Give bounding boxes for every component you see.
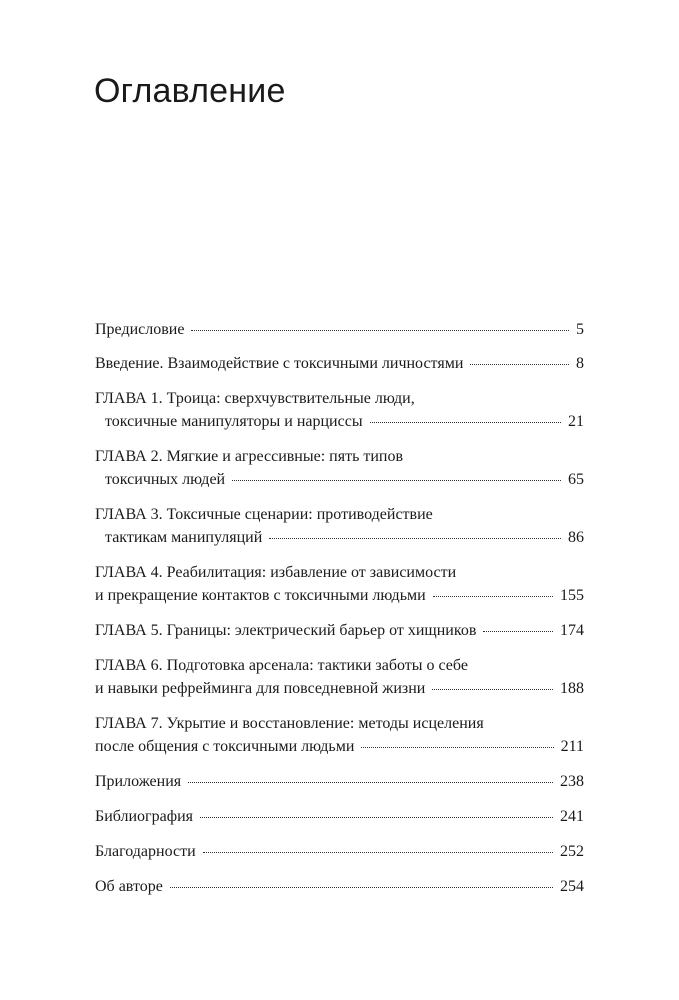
dot-leader — [433, 596, 553, 597]
dot-leader — [361, 747, 553, 748]
dot-leader — [191, 330, 569, 331]
dot-leader — [470, 364, 569, 365]
dot-leader — [432, 689, 553, 690]
page-title: Оглавление — [94, 72, 286, 110]
toc-entry-title: Об авторе — [95, 878, 163, 895]
toc-entry-chapter-1[interactable] — [95, 387, 584, 433]
toc-entry-acknowledgements[interactable] — [95, 840, 584, 863]
toc-page-number: 254 — [560, 878, 584, 895]
toc-entry-chapter-3[interactable] — [95, 503, 584, 549]
toc-entry-title: ГЛАВА 2. Мягкие и агрессивные: пять типов — [95, 448, 404, 465]
dot-leader — [483, 631, 553, 632]
toc-entry-introduction[interactable] — [95, 352, 584, 375]
toc-entry-title: Приложения — [95, 773, 182, 790]
dot-leader — [370, 422, 561, 423]
toc-entry-chapter-7[interactable] — [95, 712, 584, 758]
toc-entry-title-continued: токсичных людей — [105, 471, 226, 488]
toc-page-number: 5 — [576, 321, 584, 338]
toc-entry-chapter-2[interactable] — [95, 445, 584, 491]
table-of-contents — [95, 318, 584, 898]
toc-entry-bibliography[interactable] — [95, 805, 584, 828]
toc-entry-title: Предисловие — [95, 321, 185, 338]
toc-entry-title-continued: и навыки рефрейминга для повседневной жизни — [95, 680, 426, 697]
toc-entry-title: Введение. Взаимодействие с токсичными личностями — [95, 355, 464, 372]
toc-entry-appendices[interactable] — [95, 770, 584, 793]
toc-entry-title: ГЛАВА 3. Токсичные сценарии: противодействие — [95, 506, 433, 523]
toc-entry-about-author[interactable] — [95, 875, 584, 898]
toc-page-number: 188 — [560, 680, 584, 697]
toc-page-number: 252 — [560, 843, 584, 860]
toc-entry-title: Библиография — [95, 808, 193, 825]
dot-leader — [203, 852, 553, 853]
toc-page-number: 241 — [560, 808, 584, 825]
dot-leader — [170, 887, 553, 888]
toc-entry-chapter-5[interactable] — [95, 619, 584, 642]
dot-leader — [269, 538, 561, 539]
toc-entry-title-continued: после общения с токсичными людьми — [95, 738, 355, 755]
toc-page-number: 174 — [560, 622, 584, 639]
dot-leader — [188, 782, 553, 783]
toc-entry-chapter-6[interactable] — [95, 654, 584, 700]
toc-entry-title: ГЛАВА 4. Реабилитация: избавление от зависимости — [95, 564, 457, 581]
toc-page-number: 155 — [560, 587, 584, 604]
toc-entry-title: ГЛАВА 5. Границы: электрический барьер от хищников — [95, 622, 477, 639]
toc-page-number: 86 — [568, 529, 584, 546]
toc-page-number: 65 — [568, 471, 584, 488]
toc-page-number: 21 — [568, 413, 584, 430]
dot-leader — [232, 480, 561, 481]
toc-entry-title: ГЛАВА 1. Троица: сверхчувствительные люди, — [95, 390, 415, 407]
dot-leader — [200, 817, 553, 818]
toc-entry-title-continued: тактикам манипуляций — [105, 529, 263, 546]
toc-entry-chapter-4[interactable] — [95, 561, 584, 607]
toc-page-number: 211 — [560, 738, 584, 755]
toc-page-number: 238 — [560, 773, 584, 790]
toc-page-number: 8 — [576, 355, 584, 372]
toc-entry-preface[interactable] — [95, 318, 584, 341]
toc-entry-title-continued: и прекращение контактов с токсичными людьми — [95, 587, 426, 604]
toc-entry-title-continued: токсичные манипуляторы и нарциссы — [105, 413, 363, 430]
toc-entry-title: ГЛАВА 7. Укрытие и восстановление: методы исцеления — [95, 715, 484, 732]
toc-entry-title: ГЛАВА 6. Подготовка арсенала: тактики заботы о себе — [95, 657, 468, 674]
toc-entry-title: Благодарности — [95, 843, 196, 860]
